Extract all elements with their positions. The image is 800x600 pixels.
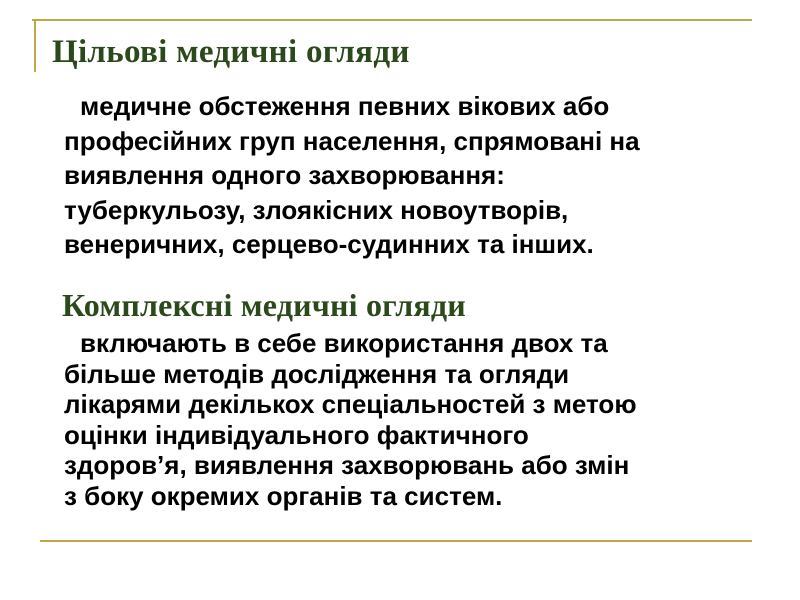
section-2-line: з боку окремих органів та систем. — [64, 480, 503, 511]
section-2-line: більше методів дослідження та огляди — [64, 358, 570, 389]
section-2-line: оцінки індивідуального фактичного — [64, 419, 529, 450]
left-accent-line — [34, 20, 36, 72]
section-2-title: Комплексні медичні огляди — [62, 287, 466, 323]
section-2-text — [64, 328, 637, 511]
section-1-text — [64, 89, 640, 262]
section-1-line: венеричних, серцево-судинних та інших. — [64, 229, 594, 259]
section-2-line: включають в себе використання двох та — [80, 328, 608, 358]
bottom-divider-line — [40, 540, 752, 542]
section-1-title: Цільові медичні огляди — [52, 34, 410, 70]
top-divider-line — [32, 19, 752, 21]
section-1-line: медичне обстеження певних вікових або — [80, 91, 610, 121]
section-1-line: туберкульозу, злоякісних новоутворів, — [64, 194, 569, 225]
section-1-line: професійних груп населення, спрямовані на — [64, 125, 640, 156]
section-2-line: лікарями декількох спеціальностей з метою — [64, 389, 637, 419]
section-2-line: здоров’я, виявлення захворювань або змін — [64, 450, 630, 480]
section-1-line: виявлення одного захворювання: — [64, 160, 505, 190]
